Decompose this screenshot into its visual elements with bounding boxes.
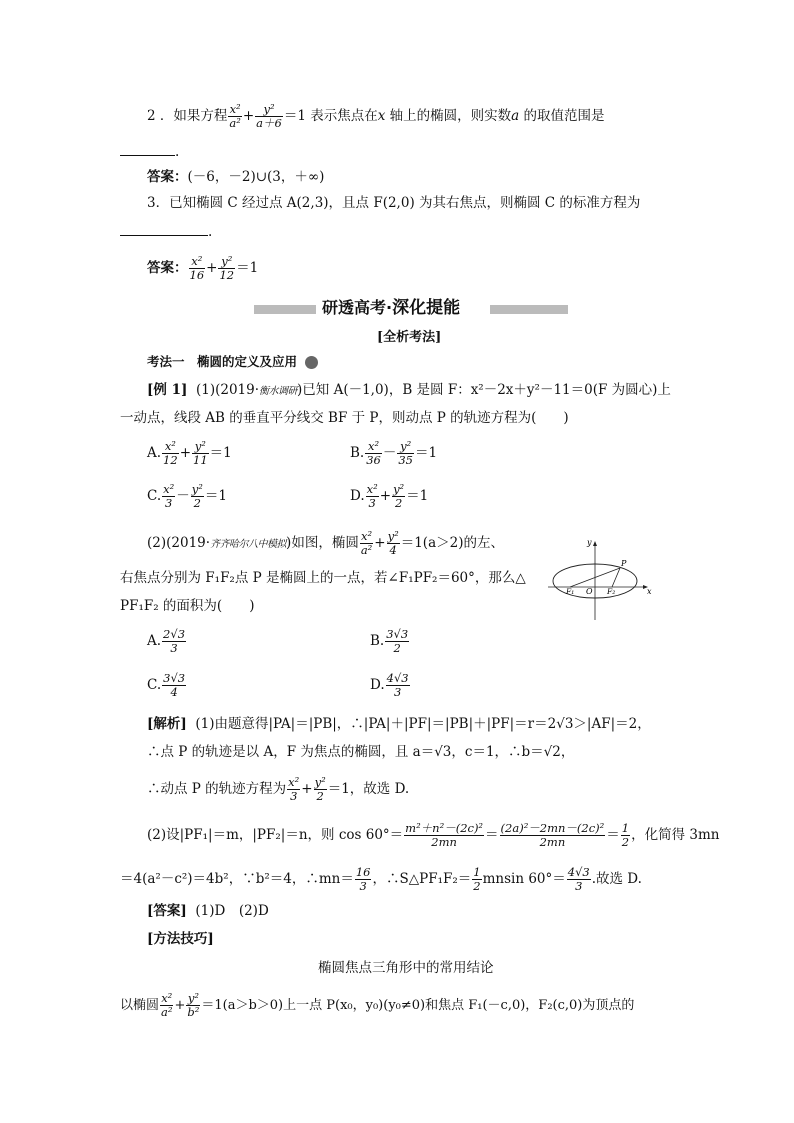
solution-line2: ∴点 P 的轨迹是以 A，F 为焦点的椭圆，且 a＝√3，c＝1，∴b＝√2， [147,744,575,760]
q2-prefix: 2 ．如果方程 [147,108,228,124]
ex1-option-c: C. $\frac{\text{x²}}{3}$ － $\frac{\text{y²}}{2}$ ＝1 [147,482,227,510]
solution-line5: ＝4(a²－c²)＝4b²，∵b²＝4，∴mn＝ $\frac{16}{3}$ ，∴S△PF₁F₂＝ $\frac{1}{2}$ mnsin 60°＝ $\frac{4√3}{3}$ .故选 D. [120,865,642,893]
ex2-line2: 右焦点分别为 F₁F₂点 P 是椭圆上的一点，若∠F₁PF₂＝60°，那么△ [120,570,526,586]
q2-frac-y: $\frac{\text{y²}}{a+6}$ [256,102,282,130]
ex2-option-d: D. $\frac{4√3}{3}$ [370,671,409,699]
q3-answer: 答案： $\frac{\text{x²}}{16}$ + $\frac{\text{y²}}{12}$ ＝1 [147,254,259,282]
q2-frac-x: $\frac{\text{x²}}{\text{a²}}$ [229,102,241,130]
ex1-option-a: A. $\frac{\text{x²}}{12}$ + $\frac{\text{y²}}{11}$ ＝1 [147,439,232,467]
method-line1: 以椭圆 $\frac{\text{x²}}{\text{a²}}$ + $\frac{\text{y²}}{\text{b²}}$ ＝1(a＞b＞0)上一点 P(x₀，y₀)(y₀≠0)和焦点 F₁(－c,0)，F₂(c,0)为顶点的 [120,991,635,1019]
ex2-line3: PF₁F₂ 的面积为( ) [120,598,255,614]
q2-answer: 答案：(－6，－2)∪(3，＋∞) [147,169,325,185]
ex2-option-b: B. $\frac{3√3}{2}$ [370,627,409,655]
y-axis-arrow-icon [593,541,597,546]
method-label: [方法技巧] [147,931,214,947]
q2-blank-line: . [120,146,179,160]
section-subtitle: [全析考法] [377,330,442,345]
ex1-line1: [例 1] (1)(2019·衡水调研)已知 A(－1,0)，B 是圆 F：x²－2x＋y²－11＝0(F 为圆心)上 [147,382,671,398]
solution-line1: [解析] (1)由题意得|PA|＝|PB|，∴|PA|＋|PF|＝|PB|＋|PF|＝r＝2√3＞|AF|＝2， [147,716,651,732]
ex1-option-d: D. $\frac{\text{x²}}{3}$ + $\frac{\text{y²}}{2}$ ＝1 [350,482,429,510]
q2-answer-blank [120,154,175,156]
banner-bar-right [490,305,568,314]
fig-label-o: O [586,587,593,596]
method-title: 椭圆焦点三角形中的常用结论 [318,960,494,976]
ex2-line1: (2)(2019·齐齐哈尔八中模拟)如图，椭圆 $\frac{\text{x²}}{\text{a²}}$ + $\frac{\text{y²}}{4}$ ＝1(a＞2)的左、 [147,529,504,557]
fig-label-f2: F₂ [607,587,616,596]
ellipse-figure [548,535,658,620]
kaofa-heading: 考法一 椭圆的定义及应用 [147,356,318,369]
q2-line: 2 ．如果方程 $\frac{\text{x²}}{\text{a²}}$ + $\frac{\text{y²}}{a+6}$ ＝1 表示焦点在x 轴上的椭圆，则实数a 的取值范围是 [147,102,605,130]
ex2-option-a: A. $\frac{2√3}{3}$ [147,627,186,655]
solution-line3: ∴动点 P 的轨迹方程为 $\frac{\text{x²}}{3}$ + $\frac{\text{y²}}{2}$ ＝1，故选 D. [147,775,410,803]
q3-answer-blank [120,234,208,236]
banner-bar-left [254,305,316,314]
ex2-option-c: C. $\frac{3√3}{4}$ [147,671,186,699]
fig-label-f1: F₁ [566,587,575,596]
answer-line: [答案] (1)D (2)D [147,903,269,919]
q3-frac-y: $\frac{\text{y²}}{12}$ [219,254,235,282]
q3-frac-x: $\frac{\text{x²}}{16}$ [189,254,205,282]
q3-blank-line: . [120,226,212,240]
solution-line4: (2)设|PF₁|＝m，|PF₂|＝n，则 cos 60°＝ $\frac{\text{m²＋n²－(2c)²}}{2mn}$ ＝ $\frac{\text{(2a)²－2mn－(2c)²}}{2mn}$ ＝ $\frac{1}{2}$ ，化简得 3mn [147,821,720,849]
ex1-line2: 一动点，线段 AB 的垂直平分线交 BF 于 P，则动点 P 的轨迹方程为( ) [120,410,569,426]
section-title: 研透高考·深化提能 [322,298,461,318]
fig-label-y: y [587,538,592,547]
ex1-option-b: B. $\frac{\text{x²}}{36}$ － $\frac{\text{y²}}{35}$ ＝1 [350,439,438,467]
fig-label-p: P [621,559,627,568]
circle-marker-icon [305,356,318,369]
q3-line: 3．已知椭圆 C 经过点 A(2,3)，且点 F(2,0) 为其右焦点，则椭圆 C 的标准方程为 [147,195,641,211]
fig-label-x: x [647,587,652,596]
